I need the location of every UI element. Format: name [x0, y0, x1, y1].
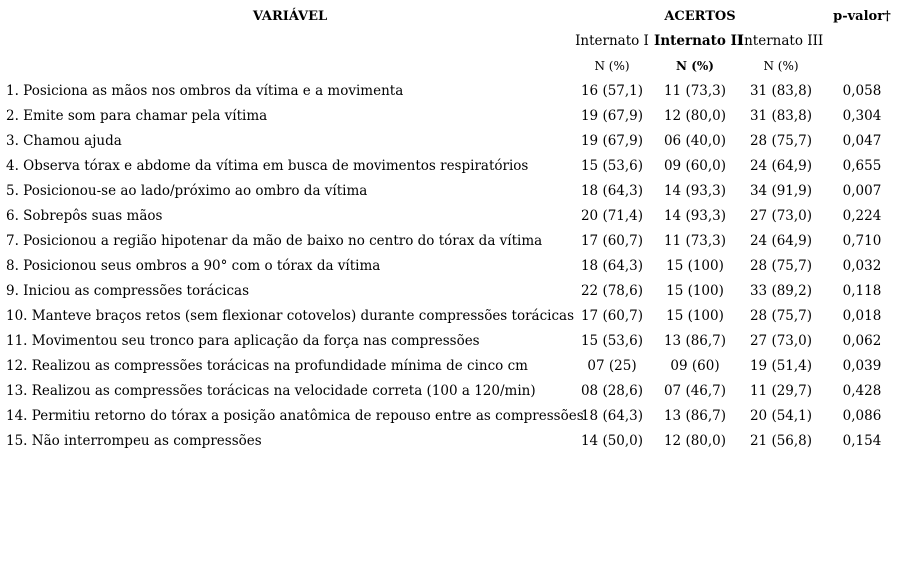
n-header-internato-i: N (%) — [594, 59, 630, 73]
internato-iii-cell: 28 (75,7) — [749, 133, 813, 149]
group-header-internato-ii: Internato II — [654, 33, 744, 49]
internato-ii-cell: 15 (100) — [666, 308, 724, 324]
internato-i-cell: 22 (78,6) — [580, 283, 644, 299]
table-row — [0, 104, 902, 129]
pvalue-cell: 0,154 — [842, 433, 882, 449]
internato-i-cell: 20 (71,4) — [580, 208, 644, 224]
pvalue-cell: 0,086 — [842, 408, 882, 424]
internato-ii-cell: 14 (93,3) — [663, 183, 727, 199]
internato-ii-cell: 09 (60,0) — [663, 158, 727, 174]
internato-i-cell: 15 (53,6) — [580, 158, 644, 174]
internato-iii-cell: 21 (56,8) — [749, 433, 813, 449]
table-body — [0, 79, 902, 454]
variable-header: VARIÁVEL — [252, 9, 328, 24]
internato-iii-cell: 28 (75,7) — [749, 308, 813, 324]
internato-iii-cell: 31 (83,8) — [749, 108, 813, 124]
internato-ii-cell: 14 (93,3) — [663, 208, 727, 224]
internato-ii-cell: 11 (73,3) — [663, 83, 727, 99]
table-row — [0, 354, 902, 379]
pvalue-cell: 0,428 — [842, 383, 882, 399]
n-header-internato-ii: N (%) — [676, 59, 714, 73]
internato-ii-cell: 12 (80,0) — [663, 433, 727, 449]
internato-iii-cell: 28 (75,7) — [749, 258, 813, 274]
variable-cell: 10. Manteve braços retos (sem flexionar cotovelos) durante compressões torácicas — [6, 308, 574, 324]
variable-cell: 9. Iniciou as compressões torácicas — [6, 283, 250, 299]
internato-iii-cell: 34 (91,9) — [749, 183, 813, 199]
internato-ii-cell: 15 (100) — [666, 283, 724, 299]
pvalue-cell: 0,062 — [842, 333, 882, 349]
internato-i-cell: 18 (64,3) — [580, 183, 644, 199]
pvalue-cell: 0,058 — [842, 83, 882, 99]
variable-cell: 3. Chamou ajuda — [6, 133, 122, 149]
header-row — [0, 4, 902, 29]
table-row — [0, 204, 902, 229]
variable-cell: 4. Observa tórax e abdome da vítima em busca de movimentos respiratórios — [6, 158, 529, 174]
internato-iii-cell: 19 (51,4) — [749, 358, 813, 374]
acertos-header: ACERTOS — [664, 9, 736, 24]
internato-i-cell: 18 (64,3) — [580, 408, 644, 424]
variable-cell: 8. Posicionou seus ombros a 90° com o tórax da vítima — [6, 258, 381, 274]
pvalue-cell: 0,047 — [842, 133, 882, 149]
internato-ii-cell: 13 (86,7) — [663, 408, 727, 424]
internato-ii-cell: 12 (80,0) — [663, 108, 727, 124]
group-header-internato-iii: Internato III — [738, 33, 824, 49]
internato-ii-cell: 11 (73,3) — [663, 233, 727, 249]
pvalue-cell: 0,710 — [842, 233, 882, 249]
variable-cell: 2. Emite som para chamar pela vítima — [6, 108, 268, 124]
variable-cell: 15. Não interrompeu as compressões — [6, 433, 262, 449]
internato-i-cell: 19 (67,9) — [580, 133, 644, 149]
internato-ii-cell: 15 (100) — [666, 258, 724, 274]
table-row — [0, 154, 902, 179]
group-header-row — [0, 29, 902, 54]
internato-i-cell: 14 (50,0) — [580, 433, 644, 449]
group-header-internato-i: Internato I — [575, 33, 649, 49]
internato-i-cell: 08 (28,6) — [580, 383, 644, 399]
internato-ii-cell: 13 (86,7) — [663, 333, 727, 349]
pvalue-cell: 0,655 — [842, 158, 882, 174]
variable-cell: 12. Realizou as compressões torácicas na profundidade mínima de cinco cm — [6, 358, 528, 374]
internato-i-cell: 19 (67,9) — [580, 108, 644, 124]
pvalue-cell: 0,007 — [842, 183, 882, 199]
variable-cell: 7. Posicionou a região hipotenar da mão de baixo no centro do tórax da vítima — [6, 233, 543, 249]
table-row — [0, 429, 902, 454]
variable-cell: 1. Posiciona as mãos nos ombros da vítima e a movimenta — [6, 83, 404, 99]
internato-i-cell: 17 (60,7) — [580, 308, 644, 324]
internato-ii-cell: 06 (40,0) — [663, 133, 727, 149]
internato-iii-cell: 27 (73,0) — [749, 333, 813, 349]
table-row — [0, 229, 902, 254]
variable-cell: 6. Sobrepôs suas mãos — [6, 208, 163, 224]
table-row — [0, 279, 902, 304]
internato-iii-cell: 24 (64,9) — [749, 233, 813, 249]
variable-cell: 11. Movimentou seu tronco para aplicação da força nas compressões — [6, 333, 480, 349]
pvalue-cell: 0,032 — [842, 258, 882, 274]
internato-iii-cell: 31 (83,8) — [749, 83, 813, 99]
table-row — [0, 129, 902, 154]
internato-ii-cell: 09 (60) — [670, 358, 720, 374]
internato-i-cell: 07 (25) — [587, 358, 637, 374]
internato-iii-cell: 24 (64,9) — [749, 158, 813, 174]
table-row — [0, 329, 902, 354]
pvalue-cell: 0,018 — [842, 308, 882, 324]
variable-cell: 13. Realizou as compressões torácicas na velocidade correta (100 a 120/min) — [6, 383, 536, 399]
table-row — [0, 304, 902, 329]
pvalue-cell: 0,118 — [842, 283, 882, 299]
pvalue-header: p-valor† — [833, 9, 891, 24]
internato-iii-cell: 33 (89,2) — [749, 283, 813, 299]
internato-i-cell: 17 (60,7) — [580, 233, 644, 249]
internato-iii-cell: 20 (54,1) — [749, 408, 813, 424]
table-row — [0, 179, 902, 204]
table-row — [0, 379, 902, 404]
internato-iii-cell: 27 (73,0) — [749, 208, 813, 224]
internato-ii-cell: 07 (46,7) — [663, 383, 727, 399]
n-header-row — [0, 54, 902, 79]
table-row — [0, 79, 902, 104]
pvalue-cell: 0,039 — [842, 358, 882, 374]
table-row — [0, 404, 902, 429]
pvalue-cell: 0,224 — [842, 208, 882, 224]
table-row — [0, 254, 902, 279]
variable-cell: 5. Posicionou-se ao lado/próximo ao ombro da vítima — [6, 183, 368, 199]
n-header-internato-iii: N (%) — [763, 59, 799, 73]
internato-i-cell: 16 (57,1) — [580, 83, 644, 99]
pvalue-cell: 0,304 — [842, 108, 882, 124]
internato-i-cell: 18 (64,3) — [580, 258, 644, 274]
variable-cell: 14. Permitiu retorno do tórax a posição anatômica de repouso entre as compressões — [6, 408, 584, 424]
internato-i-cell: 15 (53,6) — [580, 333, 644, 349]
internato-iii-cell: 11 (29,7) — [749, 383, 813, 399]
